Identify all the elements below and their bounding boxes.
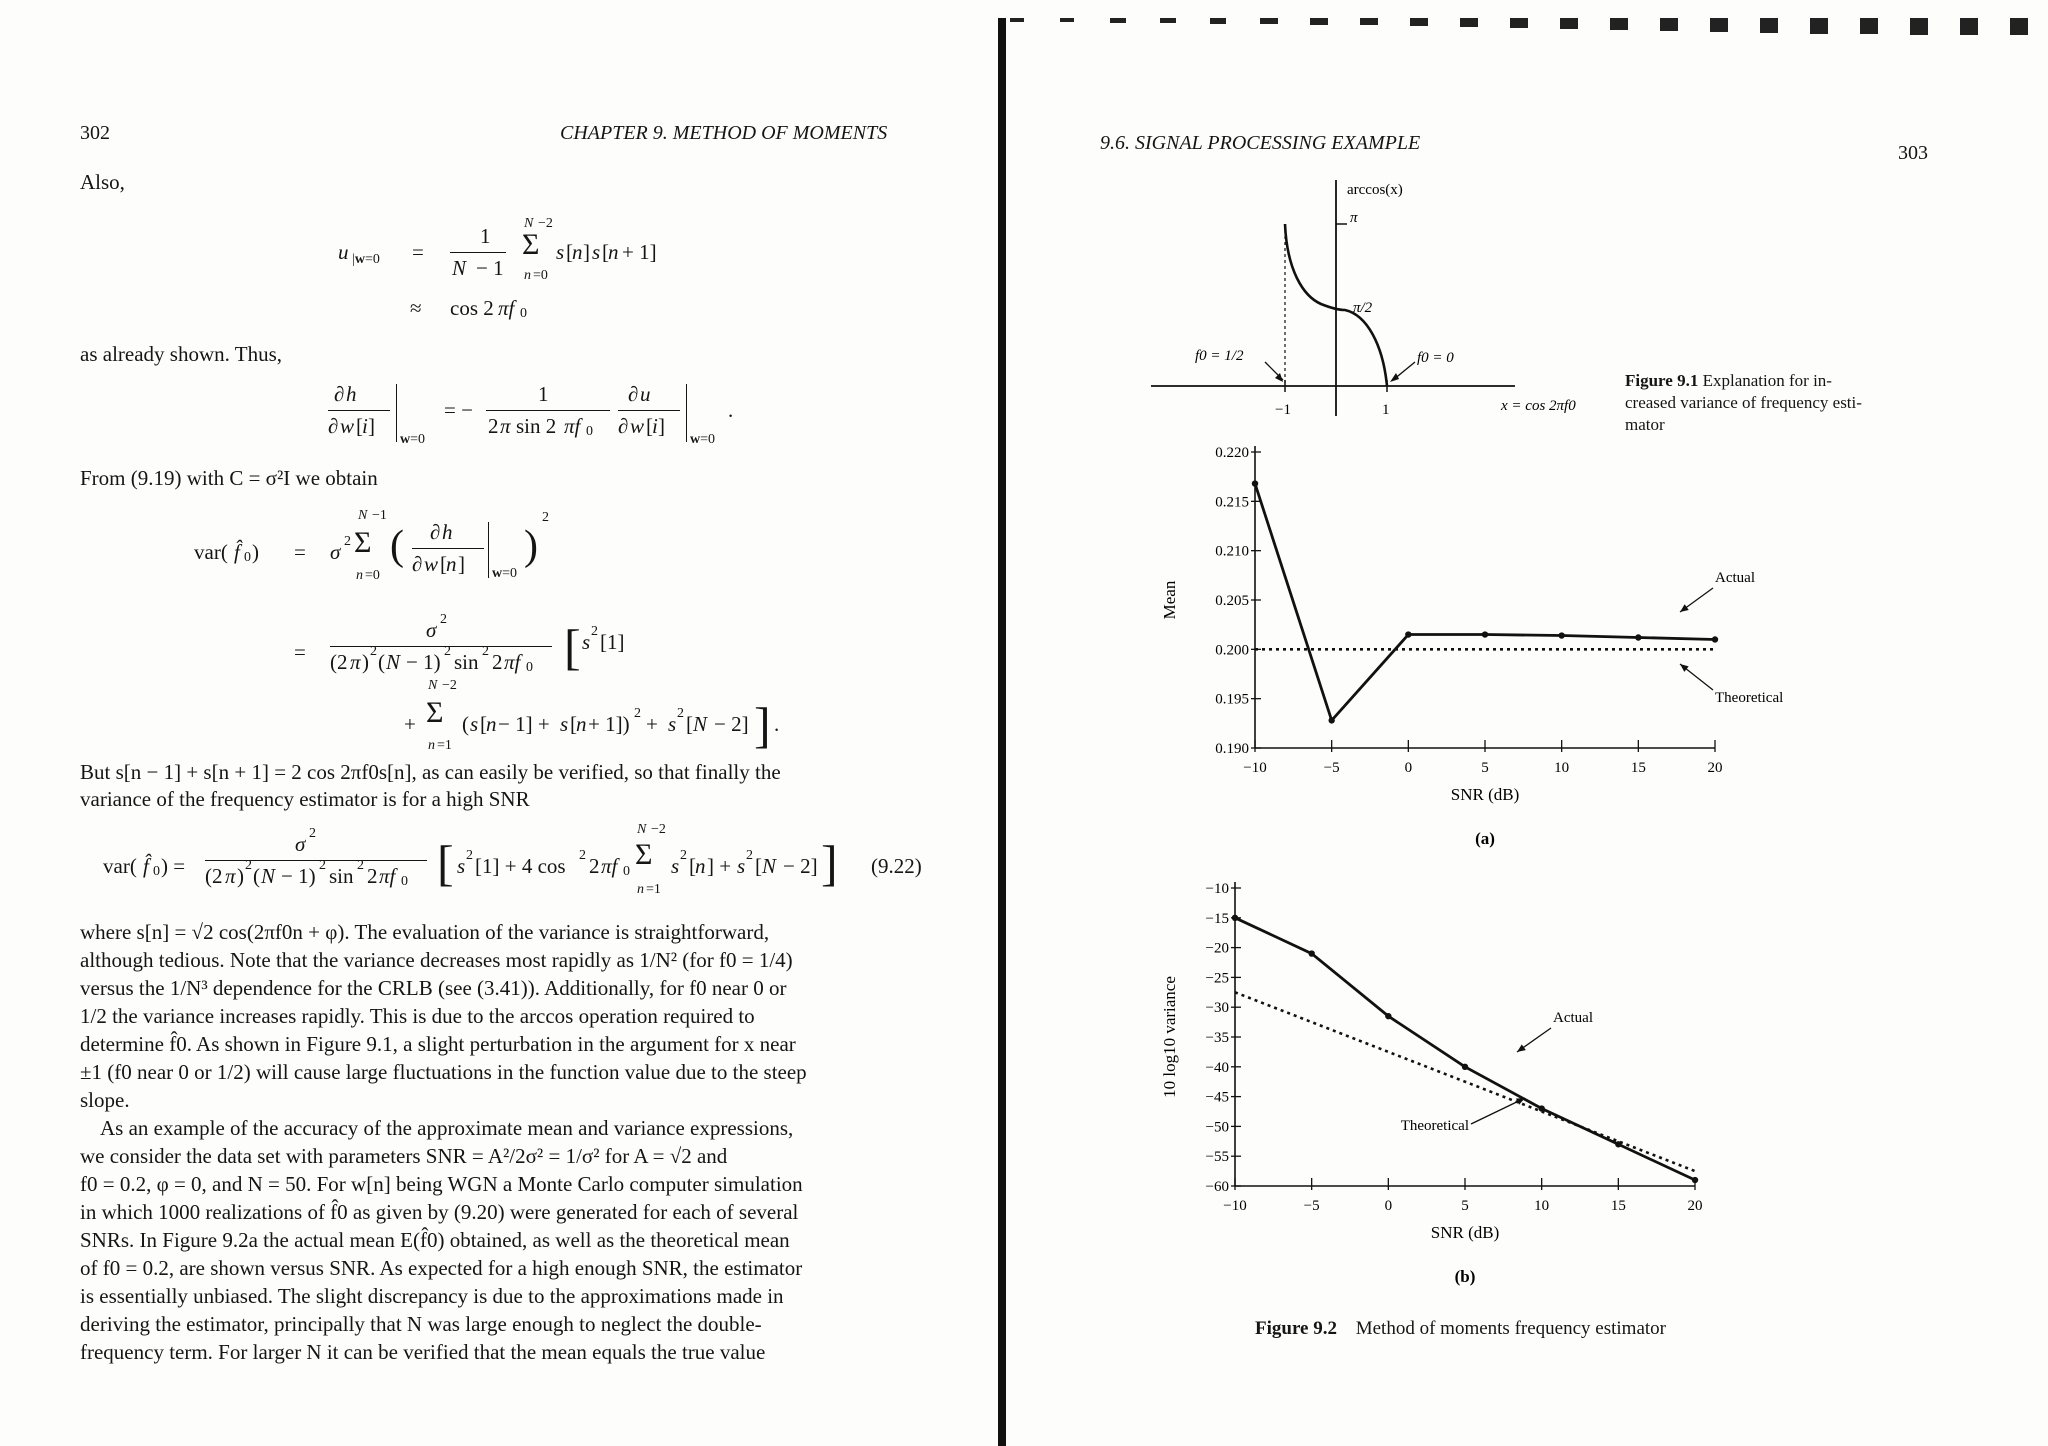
- x-tick-label: 20: [1707, 760, 1723, 776]
- x-tick-label: 5: [1461, 1198, 1469, 1214]
- page-number: 303: [1898, 142, 1928, 164]
- para2-line: we consider the data set with parameters SNR = A²/2σ² = 1/σ² for A = √2 and: [80, 1144, 728, 1168]
- but-line-2: variance of the frequency estimator is for a high SNR: [80, 787, 530, 811]
- x-tick-label: −10: [1243, 760, 1267, 776]
- left-page: [0, 0, 1000, 1446]
- x-tick-label: 15: [1610, 1198, 1626, 1214]
- caption-line: mator: [1625, 415, 1665, 434]
- equation-number: (9.22): [871, 854, 922, 878]
- series-annotation: Theoretical: [1715, 690, 1784, 706]
- para2-line: frequency term. For larger N it can be verified that the mean equals the true value: [80, 1340, 766, 1364]
- series-annotation: Actual: [1715, 570, 1755, 586]
- para1-line: 1/2 the variance increases rapidly. This is due to the arccos operation required to: [80, 1004, 755, 1028]
- para2-line: of f0 = 0.2, are shown versus SNR. As expected for a high enough SNR, the estimator: [80, 1256, 803, 1280]
- figure-9-1-arccos: [1125, 170, 1605, 430]
- x-axis-label: SNR (dB): [1450, 785, 1520, 804]
- y-tick-label: 0.205: [1215, 593, 1249, 609]
- x-tick-label: 10: [1554, 760, 1570, 776]
- y-tick-label: −40: [1205, 1059, 1229, 1076]
- pi-label: π: [1350, 210, 1358, 226]
- x-tick-label: 5: [1481, 760, 1489, 776]
- caption-line: creased variance of frequency esti-: [1625, 393, 1862, 412]
- y-tick-label: 0.190: [1215, 741, 1249, 757]
- annotation-arrow: [1471, 1098, 1525, 1124]
- data-point: [1482, 631, 1488, 637]
- caption-text: Method of moments frequency estimator: [1355, 1318, 1666, 1339]
- para1-line: although tedious. Note that the variance decreases most rapidly as 1/N² (for f0 = 1/4): [80, 948, 793, 972]
- series-line-actual: [1235, 918, 1695, 1180]
- y-tick-label: −30: [1205, 1000, 1229, 1017]
- y-tick-label: 0.215: [1215, 494, 1249, 511]
- para2-line: in which 1000 realizations of f̂0 as given by (9.20) were generated for each of several: [80, 1200, 799, 1224]
- but-line-1: But s[n − 1] + s[n + 1] = 2 cos 2πf0s[n], as can easily be verified, so that finally the: [80, 760, 781, 784]
- data-point: [1462, 1064, 1468, 1070]
- running-head: CHAPTER 9. METHOD OF MOMENTS: [560, 122, 888, 144]
- y-tick-label: −35: [1205, 1030, 1229, 1046]
- paragraph-variance: [80, 918, 925, 1114]
- equation-9-22: var( f̂ 0 ) = σ 2 (2 π ) 2 ( N − 1) 2 sin 2 2 πf 0 [ s 2 [1] + 4 cos 2 2 πf 0 N −2 Σ n =1 s 2 [ n ] + s 2 [ N − 2] ] (9.22): [103, 822, 922, 897]
- series-annotation: Actual: [1553, 1010, 1593, 1026]
- data-point: [1328, 717, 1334, 723]
- data-point: [1538, 1105, 1544, 1111]
- data-point: [1308, 950, 1314, 956]
- y-tick-label: −10: [1205, 881, 1229, 897]
- para2-line: deriving the estimator, principally that N was large enough to neglect the double-: [80, 1312, 762, 1336]
- x-tick-label: 10: [1534, 1198, 1550, 1214]
- para1-line: slope.: [80, 1088, 130, 1112]
- data-point: [1385, 1013, 1391, 1019]
- f0-half-label: f0 = 1/2: [1195, 348, 1244, 364]
- y-tick-label: −45: [1205, 1089, 1229, 1106]
- y-tick-label: −25: [1205, 970, 1229, 987]
- figure-9-2b-variance-chart: [1125, 880, 1885, 1320]
- para1-line: versus the 1/N³ dependence for the CRLB (see (3.41)). Additionally, for f0 near 0 or: [80, 976, 787, 1000]
- x-tick-label: −10: [1223, 1198, 1247, 1214]
- from-text: From (9.19) with C = σ²I we obtain: [80, 466, 378, 490]
- y-tick-label: 0.195: [1215, 691, 1249, 708]
- panel-label: (a): [1475, 829, 1495, 848]
- also-text: Also,: [80, 170, 125, 194]
- running-head: 9.6. SIGNAL PROCESSING EXAMPLE: [1100, 132, 1421, 154]
- figure-9-2-caption: [1255, 1318, 1666, 1340]
- as-already-text: as already shown. Thus,: [80, 342, 282, 366]
- arrow-head: [1680, 664, 1689, 672]
- x-axis-label: SNR (dB): [1430, 1223, 1500, 1242]
- right-page: [1005, 0, 2048, 1446]
- pi-half-label: π/2: [1353, 300, 1373, 316]
- y-tick-label: −60: [1205, 1179, 1229, 1195]
- y-tick-label: −20: [1205, 940, 1229, 957]
- x-tick-label: 15: [1630, 760, 1646, 776]
- f0-zero-label: f0 = 0: [1417, 350, 1454, 366]
- x-tick-label: 0: [1384, 1198, 1393, 1214]
- series-annotation: Theoretical: [1400, 1118, 1469, 1134]
- data-point: [1232, 915, 1238, 921]
- paragraph-example: [80, 1114, 925, 1366]
- para2-line: is essentially unbiased. The slight discrepancy is due to the approximations made in: [80, 1284, 784, 1308]
- data-point: [1558, 632, 1564, 638]
- page-number: 302: [80, 122, 110, 144]
- equation-u: u |w=0 = 1 N − 1 N −2 Σ n =0 s [ n ] s [ n + 1] ≈ cos 2 πf 0: [338, 216, 657, 321]
- caption-label: Figure 9.1: [1625, 371, 1699, 390]
- x-tick-label: 20: [1687, 1198, 1703, 1214]
- ylabel-arccos: arccos(x): [1347, 182, 1403, 198]
- data-point: [1635, 634, 1641, 640]
- y-tick-label: −55: [1205, 1149, 1229, 1166]
- figure-9-1-caption: [1625, 370, 1945, 436]
- panel-label: (b): [1454, 1267, 1476, 1286]
- caption-line: Explanation for in-: [1702, 371, 1832, 390]
- x-tick-label: −5: [1303, 1198, 1320, 1214]
- x-tick-label: 0: [1404, 760, 1413, 776]
- y-tick-label: −15: [1205, 910, 1229, 927]
- arrow-head: [1517, 1044, 1526, 1052]
- y-tick-label: −50: [1205, 1119, 1229, 1136]
- para2-line: SNRs. In Figure 9.2a the actual mean E(f̂0) obtained, as well as the theoretical mean: [80, 1228, 790, 1252]
- para1-line: where s[n] = √2 cos(2πf0n + φ). The evaluation of the variance is straightforward,: [80, 920, 770, 944]
- x-tick-label: −5: [1323, 760, 1340, 776]
- data-point: [1692, 1177, 1698, 1183]
- figure-9-2a-mean-chart: [1125, 440, 1885, 870]
- y-tick-label: 0.200: [1215, 642, 1249, 659]
- tick-label-plus-one: 1: [1382, 402, 1390, 418]
- xlabel-cos: x = cos 2πf0: [1501, 398, 1576, 414]
- equation-dh-dw: ∂ h ∂ w [ i ] w=0 = − 1 2 π sin 2 πf 0 ∂ u ∂ w [ i ] w=0 .: [328, 382, 734, 447]
- y-tick-label: 0.220: [1215, 445, 1249, 461]
- data-point: [1405, 631, 1411, 637]
- data-point: [1712, 636, 1718, 642]
- arrow-head: [1680, 604, 1689, 612]
- caption-label: Figure 9.2: [1255, 1318, 1337, 1339]
- para1-line: determine f̂0. As shown in Figure 9.1, a slight perturbation in the argument for x near: [80, 1032, 796, 1056]
- series-line-theoretical: [1235, 992, 1695, 1171]
- equation-var: var( f̂ 0 ) = σ 2 N −1 Σ n =0 ( ∂ h ∂ w [ n ] w=0 ) 2 = σ 2 (2 π ) 2 ( N − 1) 2 sin 2 2 πf 0 [ s 2 [1] + N −2 Σ n =1 ( s [ n − 1] + s [ n + 1]) 2 + s 2 [ N − 2] ] .: [194, 508, 780, 753]
- y-axis-label: 10 log10 variance: [1160, 976, 1179, 1098]
- y-axis-label: Mean: [1160, 580, 1179, 620]
- para2-line: f0 = 0.2, φ = 0, and N = 50. For w[n] being WGN a Monte Carlo computer simulation: [80, 1172, 803, 1196]
- data-point: [1252, 480, 1258, 486]
- para2-line: As an example of the accuracy of the approximate mean and variance expressions,: [100, 1116, 794, 1140]
- tick-label-minus-one: −1: [1275, 402, 1291, 418]
- series-line-actual: [1255, 484, 1715, 721]
- para1-line: ±1 (f0 near 0 or 1/2) will cause large fluctuations in the function value due to the steep: [80, 1060, 807, 1084]
- y-tick-label: 0.210: [1215, 543, 1249, 560]
